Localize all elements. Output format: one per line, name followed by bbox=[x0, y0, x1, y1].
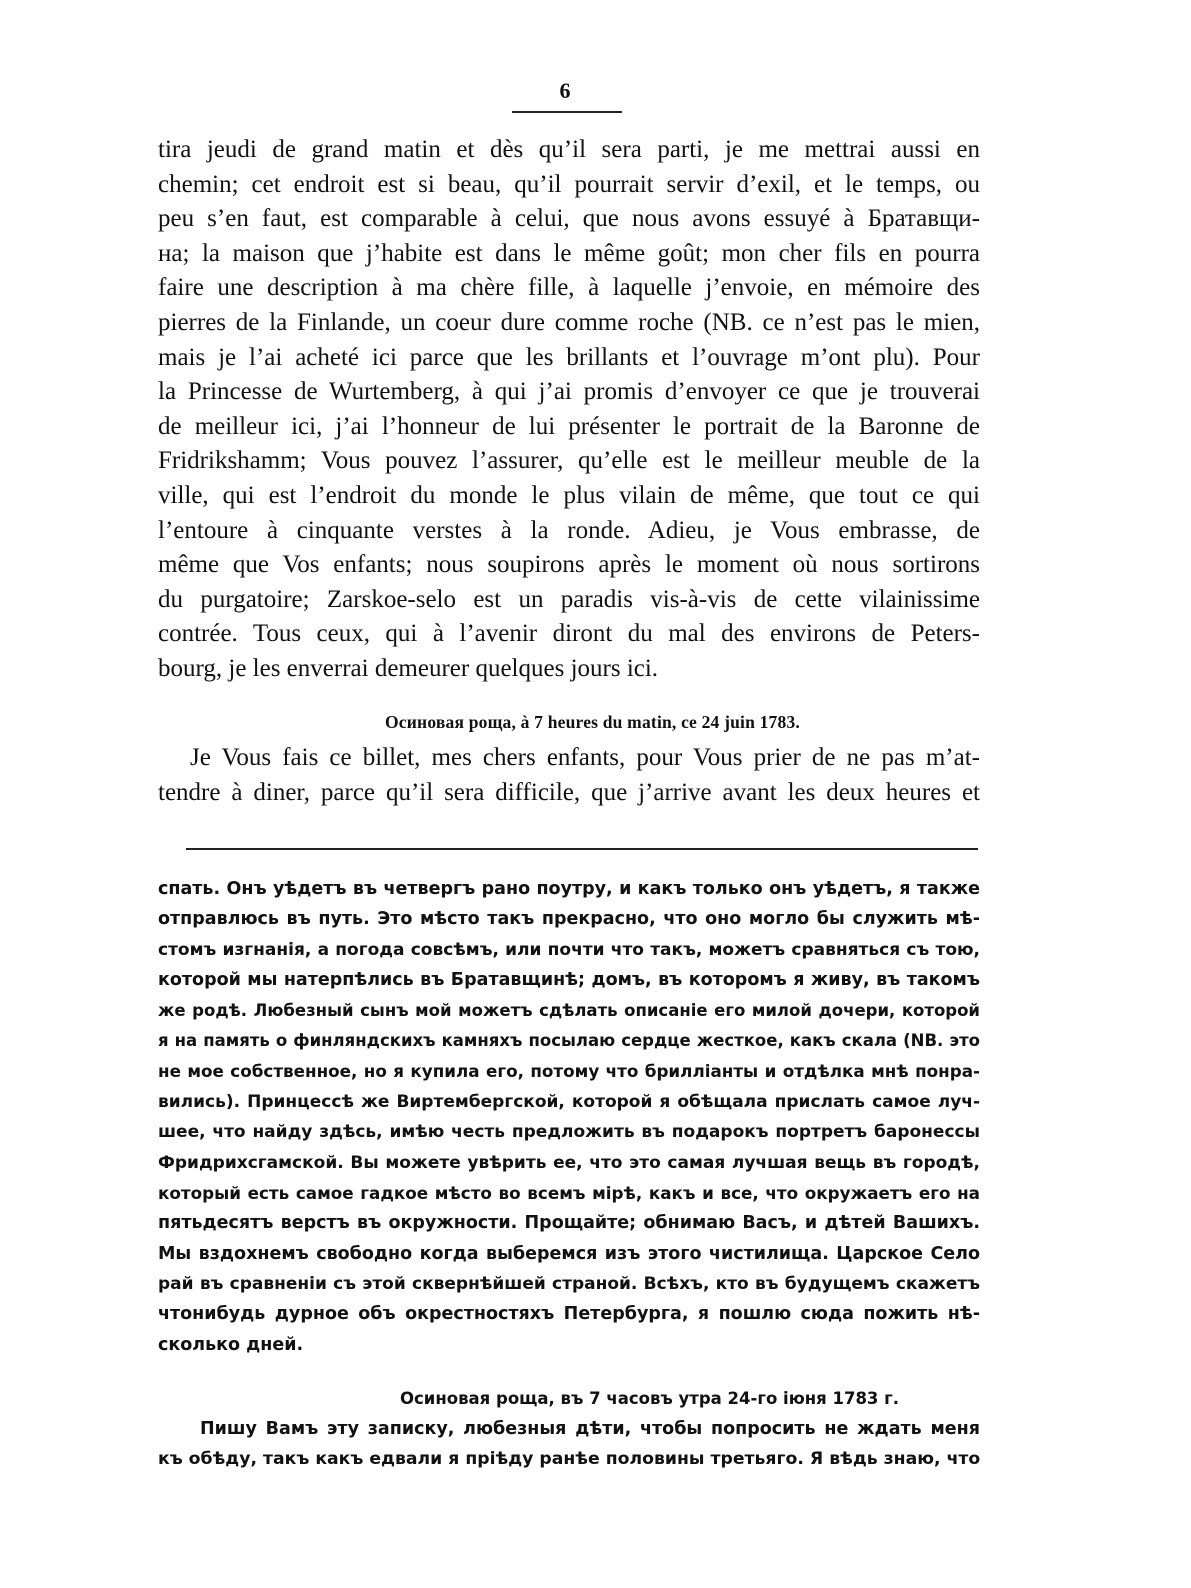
text-line: я на память о финляндскихъ камняхъ посылаю сердце жесткое, какъ скала (NB. это bbox=[158, 1030, 980, 1050]
text-line: la Princesse de Wurtemberg, à qui j’ai promis d’envoyer ce que je trouverai bbox=[158, 378, 980, 406]
text-line: du purgatoire; Zarskoe-selo est un paradis vis-à-vis de cette vilainissime bbox=[158, 585, 980, 613]
text-line: tendre à diner, parce qu’il sera difficile, que j’arrive avant les deux heures et bbox=[158, 778, 980, 806]
text-line: который есть самое гадкое мѣсто во всемъ мірѣ, какъ и все, что окружаетъ его на bbox=[158, 1182, 980, 1203]
text-line: bourg, je les enverrai demeurer quelques jours ici. bbox=[158, 654, 659, 682]
text-line: которой мы натерпѣлись въ Братавщинѣ; домъ, въ которомъ я живу, въ такомъ bbox=[158, 970, 980, 991]
russian-paragraph-2 bbox=[158, 1414, 980, 1475]
text-line: стомъ изгнанія, а погода совсѣмъ, или почти что такъ, можетъ сравняться съ тою, bbox=[158, 939, 980, 960]
text-line: спать. Онъ уѣдетъ въ четвергъ рано поутру, и какъ только онъ уѣдетъ, я также bbox=[158, 879, 980, 899]
text-line: faire une description à ma chère fille, à laquelle j’envoie, en mémoire des bbox=[158, 274, 980, 302]
text-line: mais je l’ai acheté ici parce que les brillants et l’ouvrage m’ont plu). Pour bbox=[158, 343, 980, 371]
text-line: сколько дней. bbox=[158, 1334, 304, 1355]
french-paragraph-2 bbox=[158, 741, 980, 810]
text-line: de meilleur ici, j’ai l’honneur de lui présenter le portrait de la Baronne de bbox=[158, 412, 980, 440]
russian-paragraph-1 bbox=[158, 874, 980, 1360]
text-line: не мое собственное, но я купила его, потому что брилліанты и отдѣлка мнѣ понра- bbox=[158, 1061, 980, 1082]
text-line: Пишу Вамъ эту записку, любезныя дѣти, чтобы попросить не ждать меня bbox=[200, 1419, 980, 1439]
text-line: pierres de la Finlande, un coeur dure comme roche (NB. ce n’est pas le mien, bbox=[158, 308, 980, 336]
text-line: чтонибудь дурное объ окрестностяхъ Петербурга, я пошлю сюда пожить нѣ- bbox=[158, 1304, 980, 1325]
text-line: Мы вздохнемъ свободно когда выберемся изъ этого чистилища. Царское Село bbox=[158, 1243, 980, 1264]
text-line: рай въ сравненіи съ этой сквернѣйшей страной. Всѣхъ, кто въ будущемъ скажетъ bbox=[158, 1274, 980, 1295]
text-line: пятьдесятъ верстъ въ окружности. Прощайте; обнимаю Васъ, и дѣтей Вашихъ. bbox=[158, 1213, 980, 1234]
text-line: Фридрихсгамской. Вы можете увѣрить ее, что это самая лучшая вещь въ городѣ, bbox=[158, 1152, 980, 1173]
text-line: Je Vous fais ce billet, mes chers enfants, pour Vous prier de ne pas m’at- bbox=[190, 744, 980, 771]
text-line: l’entoure à cinquante verstes à la ronde. Adieu, je Vous embrasse, de bbox=[158, 516, 980, 544]
page-number: 6 bbox=[559, 78, 571, 103]
russian-dateline: Осиновая роща, въ 7 часовъ утра 24-го іюня 1783 г. bbox=[400, 1389, 900, 1408]
text-line: отправлюсь въ путь. Это мѣсто такъ прекрасно, что оно могло бы служить мѣ- bbox=[158, 909, 980, 930]
text-line: tira jeudi de grand matin et dès qu’il sera parti, je me mettrai aussi en bbox=[158, 136, 980, 163]
header-rule bbox=[512, 111, 622, 113]
text-line: même que Vos enfants; nous soupirons après le moment où nous sortirons bbox=[158, 551, 980, 579]
text-line: ville, qui est l’endroit du monde le plus vilain de même, que tout ce qui bbox=[158, 481, 980, 509]
text-line: contrée. Tous ceux, qui à l’avenir diront du mal des environs de Peters- bbox=[158, 620, 980, 648]
french-paragraph-1 bbox=[158, 133, 980, 687]
french-dateline: Осиновая роща, à 7 heures du matin, ce 24 juin 1783. bbox=[385, 712, 800, 732]
text-line: Fridrikshamm; Vous pouvez l’assurer, qu’elle est le meilleur meuble de la bbox=[158, 447, 980, 475]
text-line: peu s’en faut, est comparable à celui, que nous avons essuyé à Братавщи- bbox=[158, 205, 980, 233]
text-line: chemin; cet endroit est si beau, qu’il pourrait servir d’exil, et le temps, ou bbox=[158, 170, 980, 198]
text-line: къ обѣду, такъ какъ едвали я пріѣду ранѣе половины третьяго. Я вѣдь знаю, что bbox=[158, 1449, 981, 1470]
text-line: вились). Принцессѣ же Виртембергской, которой я обѣщала прислать самое луч- bbox=[158, 1091, 980, 1112]
text-line: же родѣ. Любезный сынъ мой можетъ сдѣлать описаніе его милой дочери, которой bbox=[158, 1000, 980, 1020]
text-line: на; la maison que j’habite est dans le même goût; mon cher fils en pourra bbox=[158, 239, 980, 267]
translation-separator-rule bbox=[186, 848, 978, 850]
text-line: шее, что найду здѣсь, имѣю честь предложить въ подарокъ портретъ баронессы bbox=[158, 1122, 980, 1143]
